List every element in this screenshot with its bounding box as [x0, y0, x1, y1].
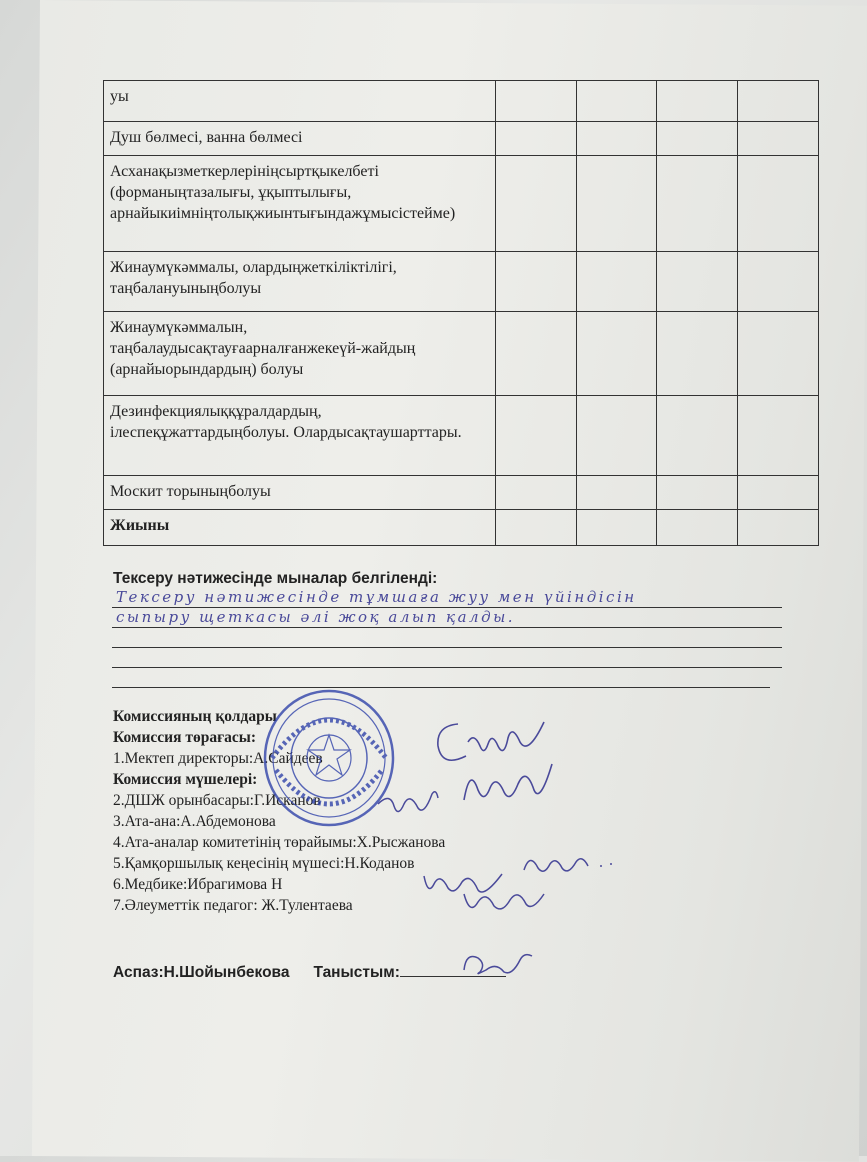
findings-line — [112, 628, 782, 648]
member-item: 5.Қамқоршылық кеңесінің мүшесі:Н.Коданов — [113, 855, 415, 872]
score-cell — [738, 476, 819, 510]
member-item: 6.Медбике:Ибрагимова Н — [113, 876, 283, 893]
row-label: Жиыны — [104, 510, 496, 546]
commission-heading: Комиссияның қолдары — [113, 708, 277, 725]
handwritten-note: Тексеру нәтижесінде тұмшаға жуу мен үйіндісін — [116, 588, 637, 606]
score-cell — [576, 312, 657, 396]
score-cell — [495, 476, 576, 510]
checklist-row — [104, 396, 819, 476]
score-cell — [576, 476, 657, 510]
findings-lines — [112, 588, 782, 688]
score-cell — [576, 396, 657, 476]
checklist-table — [103, 80, 819, 546]
chair-label: Комиссия төрағасы: — [113, 729, 257, 746]
score-cell — [657, 252, 738, 312]
score-cell — [576, 122, 657, 156]
cook-label: Аспаз:Н.Шойынбекова — [113, 964, 290, 981]
findings-title: Тексеру нәтижесінде мыналар белгіленді: — [113, 570, 438, 587]
score-cell — [576, 81, 657, 122]
score-cell — [576, 156, 657, 252]
member-item: 7.Әлеуметтік педагог: Ж.Тулентаева — [113, 897, 353, 914]
row-label: Жинаумүкәммалы, олардыңжеткіліктілігі, таңбалануыныңболуы — [104, 252, 496, 312]
score-cell — [738, 252, 819, 312]
member-item: 4.Ата-аналар комитетінің төрайымы:Х.Рысжанова — [113, 834, 446, 851]
row-label: Москит торыныңболуы — [104, 476, 496, 510]
score-cell — [495, 156, 576, 252]
council-signature — [516, 846, 616, 882]
findings-line — [112, 608, 782, 628]
findings-line — [112, 668, 770, 688]
chair-name: 1.Мектеп директоры:А.Сайдеев — [113, 750, 323, 767]
pedagogue-signature — [458, 880, 548, 920]
score-cell — [657, 122, 738, 156]
score-cell — [738, 81, 819, 122]
score-cell — [495, 312, 576, 396]
score-cell — [738, 156, 819, 252]
score-cell — [657, 396, 738, 476]
score-cell — [576, 510, 657, 546]
checklist-row — [104, 252, 819, 312]
deputy-signature — [456, 760, 556, 810]
score-cell — [576, 252, 657, 312]
score-cell — [657, 156, 738, 252]
row-label: Асханақызметкерлерініңсыртқыкелбеті (форманыңтазалығы, ұқыптылығы, арнайыкиімніңтолықжиынтығындажұмысістейме) — [104, 156, 496, 252]
row-label: Душ бөлмесі, ванна бөлмесі — [104, 122, 496, 156]
row-label: уы — [104, 81, 496, 122]
member-item: 3.Ата-ана:А.Абдемонова — [113, 813, 276, 830]
findings-line — [112, 588, 782, 608]
cook-line — [113, 962, 506, 982]
handwritten-note: сыпыру щеткасы әлі жоқ алып қалды. — [116, 608, 516, 626]
score-cell — [657, 510, 738, 546]
score-cell — [738, 312, 819, 396]
score-cell — [495, 252, 576, 312]
parent-signature — [372, 784, 442, 824]
score-cell — [657, 476, 738, 510]
checklist-row — [104, 156, 819, 252]
members-label: Комиссия мүшелері: — [113, 771, 258, 788]
score-cell — [495, 81, 576, 122]
findings-line — [112, 648, 782, 668]
checklist-row — [104, 81, 819, 122]
checklist-table-body — [104, 81, 819, 546]
checklist-row — [104, 312, 819, 396]
checklist-row — [104, 510, 819, 546]
score-cell — [495, 396, 576, 476]
score-cell — [495, 510, 576, 546]
acknowledged-label: Таныстым: — [313, 964, 400, 981]
checklist-row — [104, 476, 819, 510]
member-item: 2.ДШЖ орынбасары:Г.Исканов — [113, 792, 321, 809]
score-cell — [738, 510, 819, 546]
row-label: Дезинфекциялыққұралдардың, ілеспеқұжаттардыңболуы. Олардысақтаушарттары. — [104, 396, 496, 476]
score-cell — [738, 396, 819, 476]
checklist-row — [104, 122, 819, 156]
score-cell — [495, 122, 576, 156]
cook-signature — [456, 946, 536, 980]
score-cell — [738, 122, 819, 156]
score-cell — [657, 81, 738, 122]
score-cell — [657, 312, 738, 396]
row-label: Жинаумүкәммалын, таңбалаудысақтауғаарналғанжекеүй-жайдың (арнайыорындардың) болуы — [104, 312, 496, 396]
